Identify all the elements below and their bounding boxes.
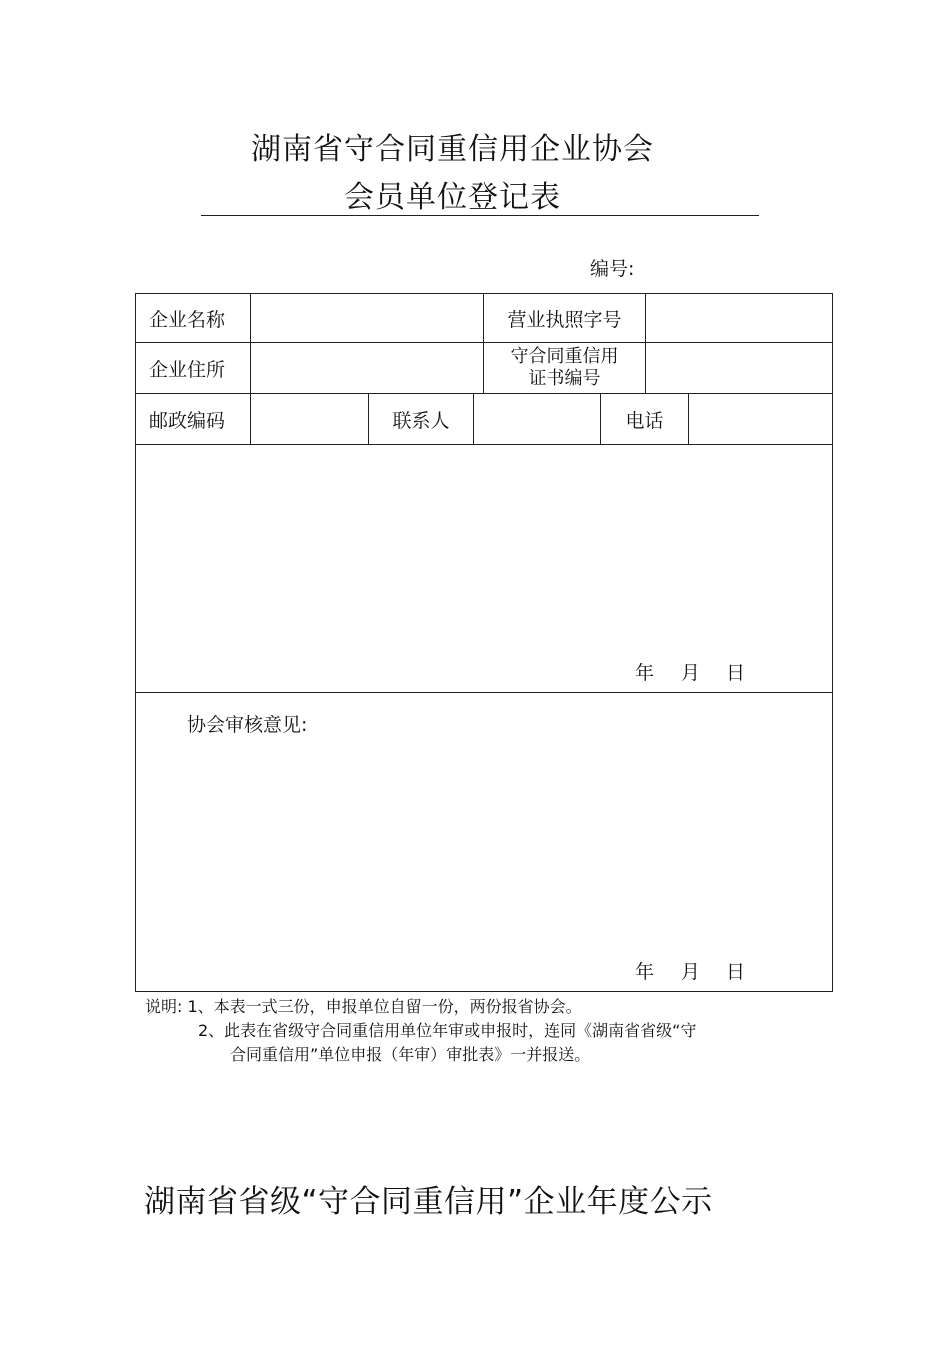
next-section-title: 湖南省省级“守合同重信用”企业年度公示: [144, 1184, 713, 1220]
postal-code-field[interactable]: [251, 394, 368, 444]
title-underline: [201, 215, 759, 216]
postal-code-label: 邮政编码: [149, 409, 226, 432]
form-title-line2: 会员单位登记表: [344, 180, 561, 215]
serial-number-label: 编号:: [590, 258, 635, 280]
certificate-label-line2: 证书编号: [528, 368, 601, 389]
instructions: [145, 995, 696, 1067]
certificate-label-line1: 守合同重信用: [510, 346, 619, 367]
certificate-number-label: [484, 343, 645, 393]
registration-table: [135, 293, 833, 992]
row-divider: [135, 692, 833, 693]
instruction-line1: 说明: 1、本表一式三份，申报单位自留一份，两份报省协会。: [145, 997, 582, 1016]
applicant-section-field[interactable]: [136, 445, 832, 692]
review-date-month-label: 月: [681, 961, 701, 983]
table-border-right: [832, 293, 833, 992]
business-license-label: 营业执照字号: [507, 308, 622, 331]
phone-field[interactable]: [689, 394, 832, 444]
company-address-field[interactable]: [251, 343, 483, 393]
phone-label: 电话: [625, 409, 664, 432]
contact-person-label: 联系人: [392, 409, 450, 432]
review-date-year-label: 年: [635, 961, 655, 983]
company-name-field[interactable]: [251, 294, 483, 342]
association-review-field[interactable]: [136, 738, 832, 938]
instruction-line3: 合同重信用”单位申报（年审）审批表》一并报送。: [230, 1045, 591, 1064]
certificate-number-field[interactable]: [646, 343, 832, 393]
association-review-label: 协会审核意见:: [187, 714, 308, 736]
company-address-label: 企业住所: [149, 358, 226, 381]
table-border-bottom: [135, 991, 833, 992]
review-date-day-label: 日: [726, 961, 746, 983]
company-name-label: 企业名称: [149, 308, 226, 331]
date-month-label: 月: [681, 662, 701, 684]
date-year-label: 年: [635, 662, 655, 684]
contact-person-field[interactable]: [474, 394, 600, 444]
date-day-label: 日: [726, 662, 746, 684]
business-license-field[interactable]: [646, 294, 832, 342]
instruction-line2: 2、此表在省级守合同重信用单位年审或申报时，连同《湖南省省级“守: [198, 1021, 697, 1040]
form-title-line1: 湖南省守合同重信用企业协会: [251, 132, 654, 167]
